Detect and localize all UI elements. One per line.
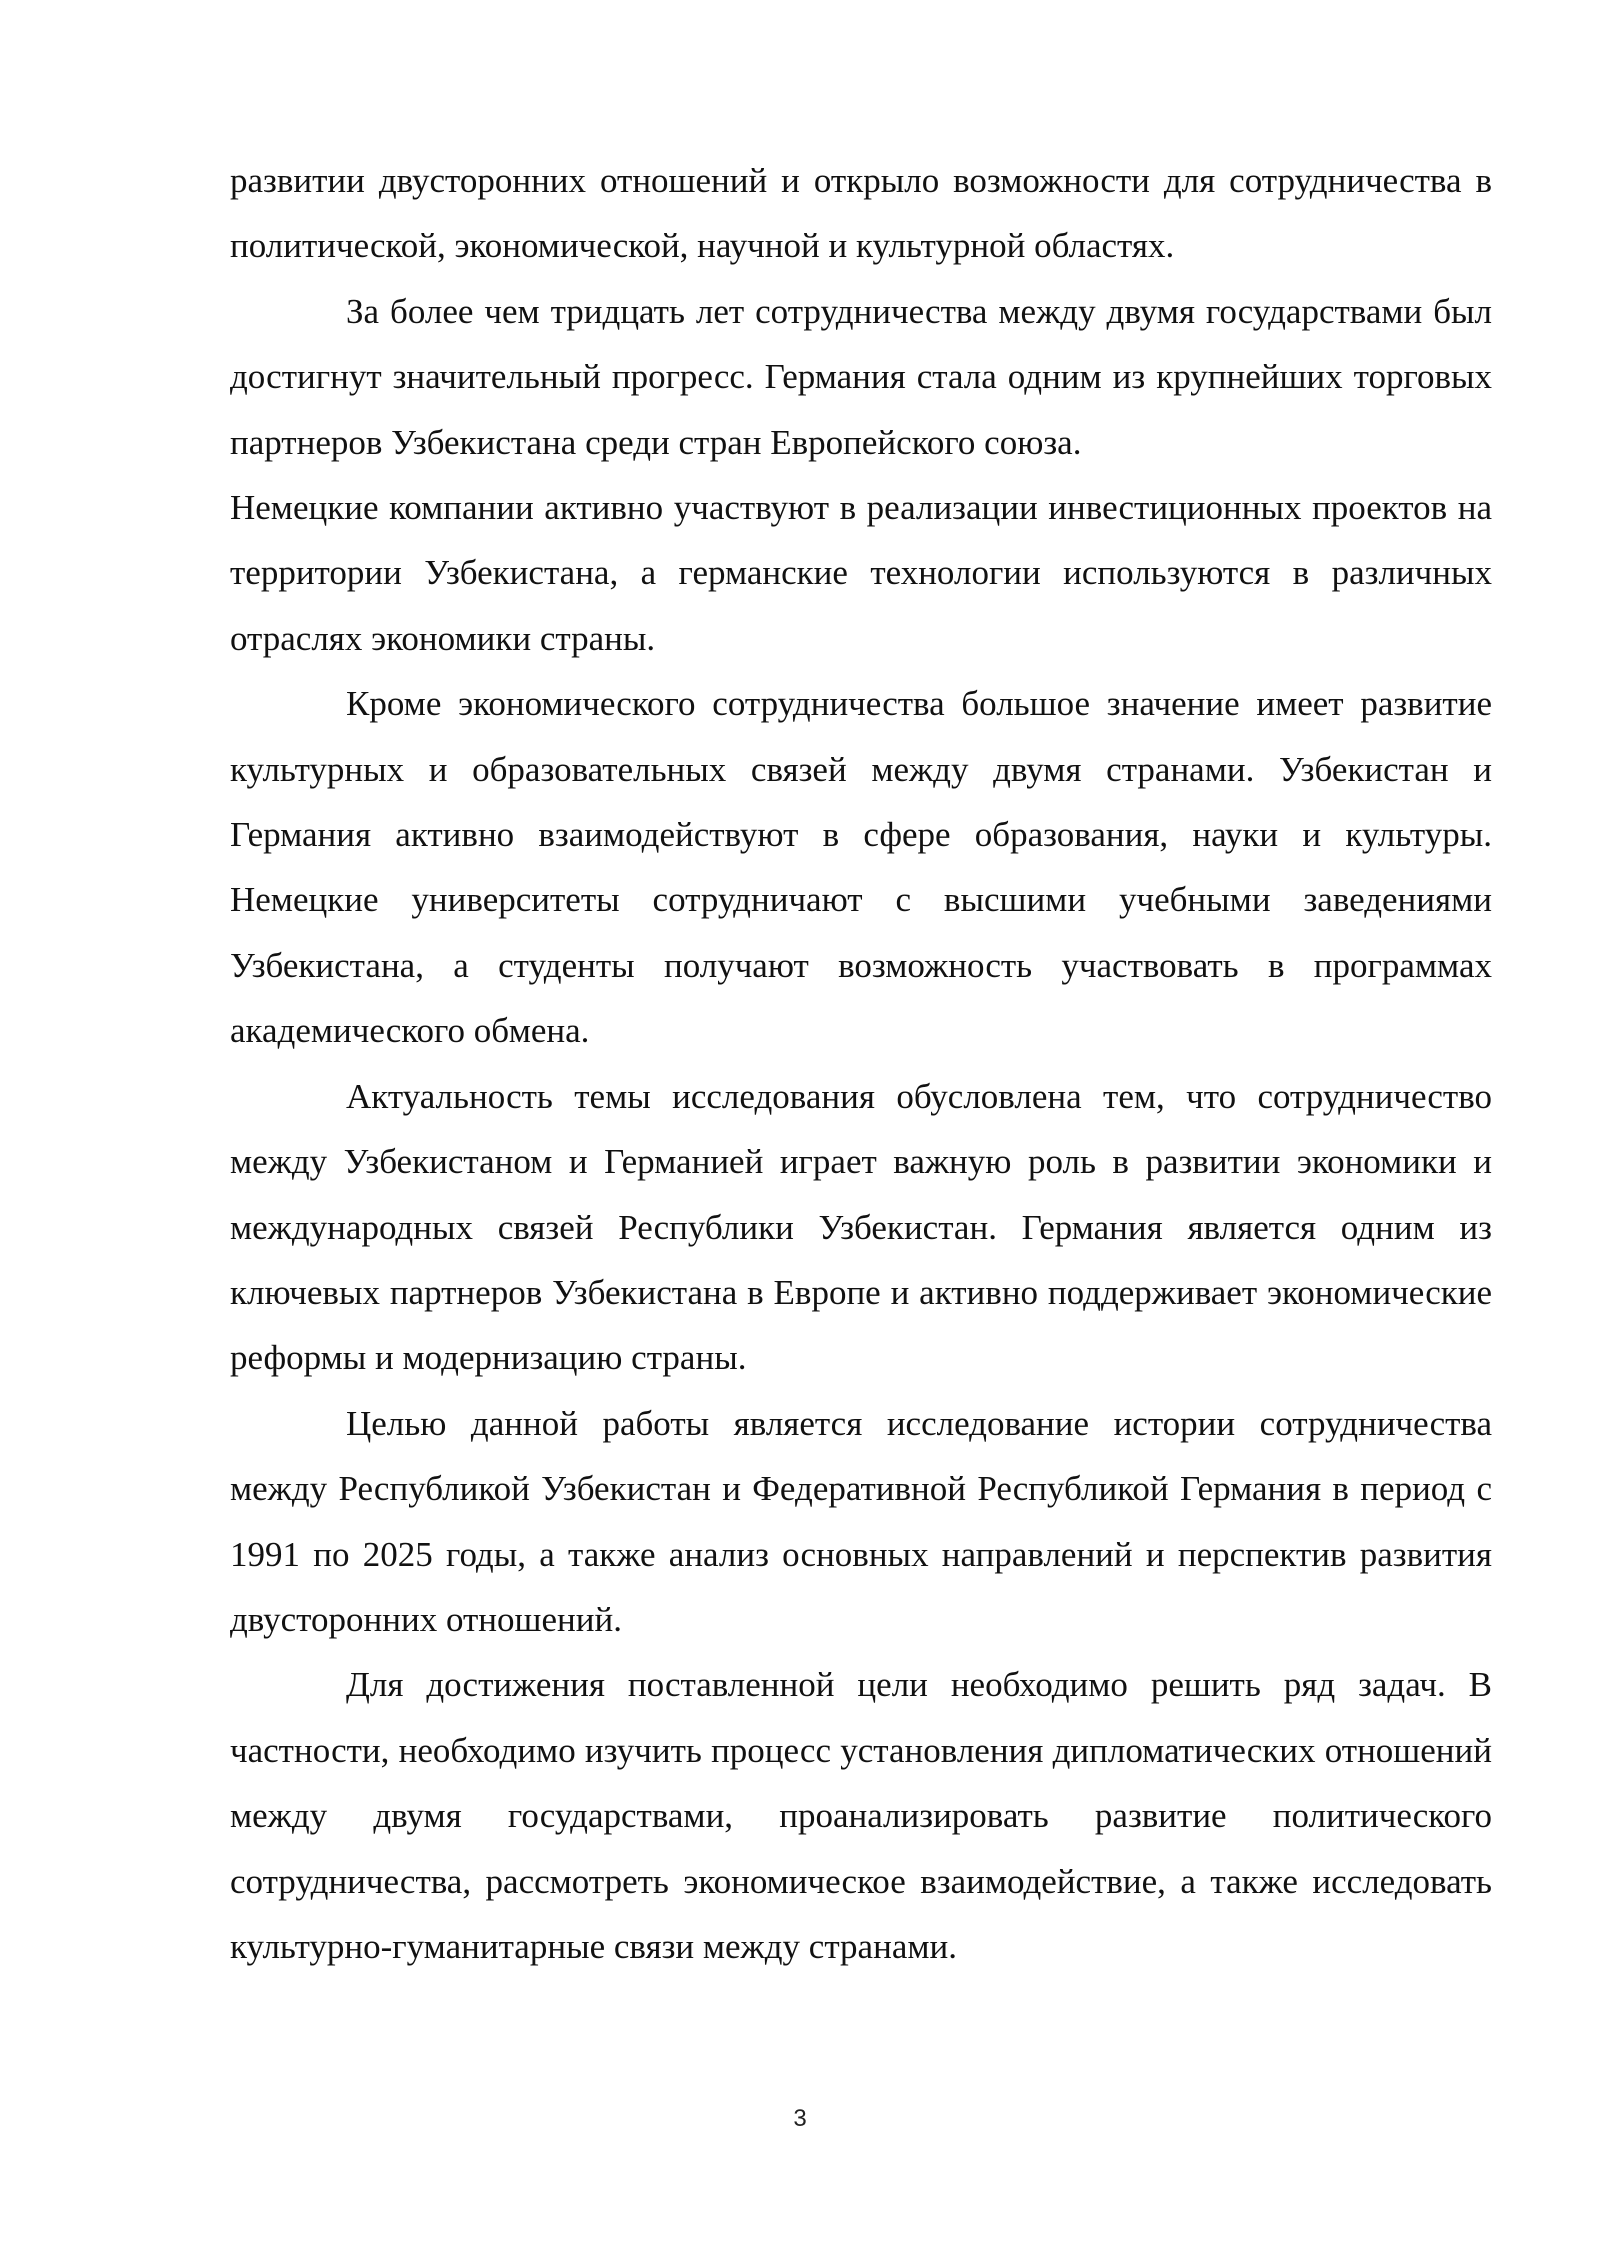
document-body [230, 148, 1492, 1979]
paragraph-5: Актуальность темы исследования обусловлена тем, что сотрудничество между Узбекистаном и Германией играет важную роль в развитии экономики и международных связей Республики Узбекистан. Германия является одним из ключевых партнеров Узбекистана в Европе и активно поддерживает экономические реформы и модернизацию страны. [230, 1076, 1492, 1378]
paragraph-7: Для достижения поставленной цели необходимо решить ряд задач. В частности, необходимо изучить процесс установления дипломатических отношений между двумя государствами, проанализировать развитие политического сотрудничества, рассмотреть экономическое взаимодействие, а также исследовать культурно-гуманитарные связи между странами. [230, 1665, 1492, 1966]
paragraph-3: Немецкие компании активно участвуют в реализации инвестиционных проектов на территории Узбекистана, а германские технологии используются в различных отраслях экономики страны. [230, 488, 1492, 658]
paragraph-6: Целью данной работы является исследование истории сотрудничества между Республикой Узбекистан и Федеративной Республикой Германия в период с 1991 по 2025 годы, а также анализ основных направлений и перспектив развития двусторонних отношений. [230, 1403, 1492, 1639]
page-number: 3 [793, 2105, 807, 2132]
paragraph-1: развитии двусторонних отношений и открыло возможности для сотрудничества в политической, экономической, научной и культурной областях. [230, 161, 1492, 266]
paragraph-4: Кроме экономического сотрудничества большое значение имеет развитие культурных и образовательных связей между двумя странами. Узбекистан и Германия активно взаимодействуют в сфере образования, науки и культуры. Немецкие университеты сотрудничают с высшими учебными заведениями Узбекистана, а студенты получают возможность участвовать в программах академического обмена. [230, 684, 1492, 1051]
paragraph-2: За более чем тридцать лет сотрудничества между двумя государствами был достигнут значительный прогресс. Германия стала одним из крупнейших торговых партнеров Узбекистана среди стран Европейского союза. [230, 291, 1492, 462]
